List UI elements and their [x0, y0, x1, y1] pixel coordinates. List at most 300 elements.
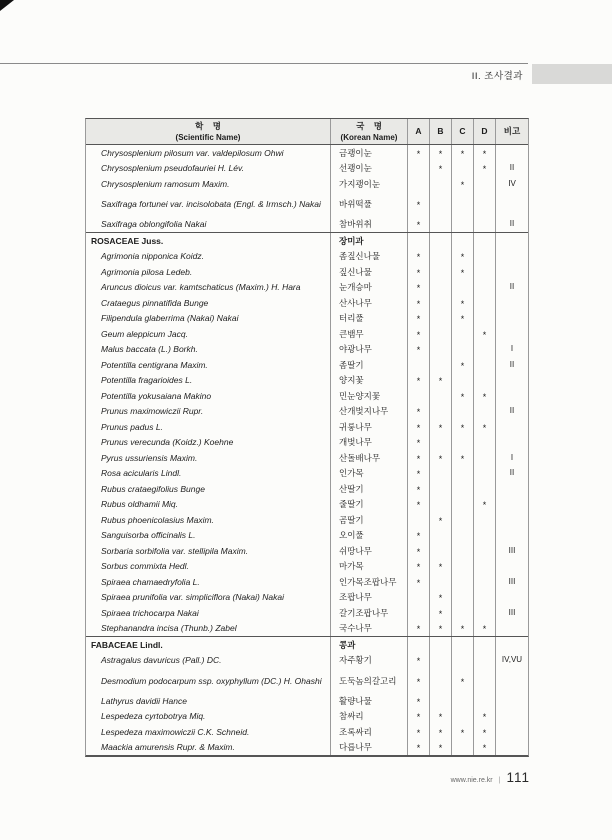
site-b-cell	[430, 724, 452, 740]
site-d-cell	[474, 161, 496, 177]
site-c-cell	[452, 668, 474, 693]
site-d-cell	[474, 176, 496, 192]
site-d-cell	[474, 590, 496, 606]
korean-name-cell: 참싸리	[331, 709, 408, 725]
presence-mark: *	[416, 298, 421, 309]
korean-name-cell: 선괭이눈	[331, 161, 408, 177]
presence-mark: *	[416, 345, 421, 356]
korean-name-cell: 짚신나물	[331, 264, 408, 280]
site-d-cell	[474, 280, 496, 296]
site-c-cell	[452, 388, 474, 404]
site-d-cell	[474, 740, 496, 756]
species-row	[86, 668, 528, 693]
scientific-name-cell: Chrysosplenium pseudofauriei H. Lév.	[86, 161, 331, 177]
site-c-cell	[452, 342, 474, 358]
site-d-cell	[474, 512, 496, 528]
header-col-a: A	[408, 119, 430, 144]
presence-mark: *	[460, 298, 465, 309]
site-b-cell	[430, 466, 452, 482]
note-cell	[496, 497, 528, 513]
korean-name-cell: 콩과	[331, 637, 408, 653]
site-b-cell	[430, 161, 452, 177]
species-row	[86, 311, 528, 327]
note-cell: II	[509, 163, 515, 173]
korean-name-cell: 눈개승마	[331, 280, 408, 296]
site-d-cell	[474, 693, 496, 709]
site-b-cell	[430, 668, 452, 693]
site-b-cell	[430, 543, 452, 559]
note-cell	[496, 145, 528, 161]
species-row	[86, 693, 528, 709]
site-a-cell	[408, 668, 430, 693]
site-b-cell	[430, 388, 452, 404]
scientific-name-cell: Agrimonia pilosa Ledeb.	[86, 264, 331, 280]
species-row	[86, 249, 528, 265]
korean-name-cell: 오이풀	[331, 528, 408, 544]
site-a-cell	[408, 419, 430, 435]
site-a-cell	[408, 326, 430, 342]
species-row	[86, 653, 528, 669]
korean-name-cell: 인가목	[331, 466, 408, 482]
presence-mark: *	[416, 283, 421, 294]
site-b-cell	[430, 192, 452, 217]
korean-name-cell: 터리풀	[331, 311, 408, 327]
site-c-cell	[452, 311, 474, 327]
species-row	[86, 357, 528, 373]
presence-mark: *	[416, 712, 421, 723]
site-d-cell	[474, 233, 496, 249]
site-a-cell	[408, 466, 430, 482]
site-b-cell	[430, 311, 452, 327]
scientific-name-cell: Prunus verecunda (Koidz.) Koehne	[86, 435, 331, 451]
site-c-cell	[452, 605, 474, 621]
note-cell	[496, 559, 528, 575]
scientific-name-cell: Spiraea chamaedryfolia L.	[86, 574, 331, 590]
scientific-name-cell: Potentilla centigrana Maxim.	[86, 357, 331, 373]
scientific-name-cell: Spiraea prunifolia var. simpliciflora (Nakai) Nakai	[86, 590, 331, 606]
site-d-cell	[474, 543, 496, 559]
presence-mark: *	[482, 391, 487, 402]
korean-name-cell: 참바위취	[331, 217, 408, 233]
site-a-cell	[408, 264, 430, 280]
scientific-name-cell: Rubus oldhamii Miq.	[86, 497, 331, 513]
presence-mark: *	[460, 314, 465, 325]
site-b-cell	[430, 342, 452, 358]
site-d-cell	[474, 559, 496, 575]
presence-mark: *	[460, 360, 465, 371]
scientific-name-cell: Potentilla yokusaiana Makino	[86, 388, 331, 404]
site-d-cell	[474, 217, 496, 233]
species-row	[86, 280, 528, 296]
site-b-cell	[430, 637, 452, 653]
scientific-name-cell: Geum aleppicum Jacq.	[86, 326, 331, 342]
presence-mark: *	[416, 148, 421, 159]
site-c-cell	[452, 435, 474, 451]
site-d-cell	[474, 450, 496, 466]
site-a-cell	[408, 373, 430, 389]
site-a-cell	[408, 590, 430, 606]
presence-mark: *	[482, 329, 487, 340]
scientific-name-cell: Rubus crataegifolius Bunge	[86, 481, 331, 497]
site-a-cell	[408, 574, 430, 590]
species-row	[86, 176, 528, 192]
site-a-cell	[408, 176, 430, 192]
presence-mark: *	[416, 407, 421, 418]
presence-mark: *	[438, 743, 443, 754]
korean-name-cell: 쉬땅나무	[331, 543, 408, 559]
presence-mark: *	[416, 500, 421, 511]
site-d-cell	[474, 373, 496, 389]
footer-url: www.nie.re.kr	[450, 777, 493, 784]
note-cell	[496, 388, 528, 404]
scientific-name-cell: Malus baccata (L.) Borkh.	[86, 342, 331, 358]
site-c-cell	[452, 559, 474, 575]
korean-name-cell: 줄딸기	[331, 497, 408, 513]
korean-name-cell: 개벚나무	[331, 435, 408, 451]
site-a-cell	[408, 357, 430, 373]
species-row	[86, 740, 528, 756]
site-b-cell	[430, 481, 452, 497]
note-cell: IV	[508, 178, 516, 188]
scientific-name-cell: Potentilla fragarioides L.	[86, 373, 331, 389]
presence-mark: *	[416, 422, 421, 433]
header-col-d: D	[474, 119, 496, 144]
note-cell	[496, 326, 528, 342]
scientific-name-cell: Maackia amurensis Rupr. & Maxim.	[86, 740, 331, 756]
site-a-cell	[408, 740, 430, 756]
table-header-row	[86, 119, 528, 145]
site-c-cell	[452, 176, 474, 192]
site-b-cell	[430, 709, 452, 725]
header-kor-english: (Korean Name)	[340, 132, 398, 142]
site-d-cell	[474, 342, 496, 358]
note-cell	[496, 419, 528, 435]
korean-name-cell: 산사나무	[331, 295, 408, 311]
site-a-cell	[408, 543, 430, 559]
site-a-cell	[408, 311, 430, 327]
korean-name-cell: 귀룽나무	[331, 419, 408, 435]
scientific-name-cell: Sanguisorba officinalis L.	[86, 528, 331, 544]
presence-mark: *	[482, 743, 487, 754]
presence-mark: *	[438, 422, 443, 433]
scientific-name-cell: Lespedeza cyrtobotrya Miq.	[86, 709, 331, 725]
site-d-cell	[474, 724, 496, 740]
site-b-cell	[430, 145, 452, 161]
presence-mark: *	[416, 531, 421, 542]
header-col-c: C	[452, 119, 474, 144]
site-d-cell	[474, 249, 496, 265]
korean-name-cell: 갈기조팝나무	[331, 605, 408, 621]
header-scientific-name	[86, 119, 331, 144]
site-b-cell	[430, 326, 452, 342]
presence-mark: *	[460, 453, 465, 464]
site-d-cell	[474, 264, 496, 280]
site-a-cell	[408, 512, 430, 528]
site-d-cell	[474, 709, 496, 725]
presence-mark: *	[416, 453, 421, 464]
species-row	[86, 326, 528, 342]
site-a-cell	[408, 637, 430, 653]
page-edge-tab	[532, 64, 612, 84]
scientific-name-cell: Sorbus commixta Hedl.	[86, 559, 331, 575]
site-c-cell	[452, 419, 474, 435]
presence-mark: *	[416, 438, 421, 449]
site-b-cell	[430, 559, 452, 575]
presence-mark: *	[460, 179, 465, 190]
presence-mark: *	[482, 727, 487, 738]
site-a-cell	[408, 161, 430, 177]
scientific-name-cell: Prunus maximowiczii Rupr.	[86, 404, 331, 420]
species-row	[86, 450, 528, 466]
scientific-name-cell: Saxifraga fortunei var. incisolobata (Engl. & Irmsch.) Nakai	[86, 192, 331, 217]
family-row	[86, 636, 528, 653]
presence-mark: *	[416, 743, 421, 754]
scientific-name-cell: Astragalus davuricus (Pall.) DC.	[86, 653, 331, 669]
note-cell: II	[509, 282, 515, 292]
page-footer	[0, 770, 530, 785]
site-c-cell	[452, 574, 474, 590]
species-row	[86, 161, 528, 177]
scientific-name-cell: Lathyrus davidii Hance	[86, 693, 331, 709]
site-d-cell	[474, 311, 496, 327]
note-cell	[496, 512, 528, 528]
site-c-cell	[452, 161, 474, 177]
site-a-cell	[408, 145, 430, 161]
site-a-cell	[408, 621, 430, 637]
note-cell	[496, 590, 528, 606]
site-b-cell	[430, 621, 452, 637]
presence-mark: *	[482, 422, 487, 433]
page-header-title: II. 조사결과	[471, 71, 523, 82]
presence-mark: *	[438, 727, 443, 738]
note-cell: IV,VU	[501, 655, 523, 665]
note-cell: I	[510, 452, 514, 462]
presence-mark: *	[416, 376, 421, 387]
site-c-cell	[452, 192, 474, 217]
site-b-cell	[430, 217, 452, 233]
site-b-cell	[430, 653, 452, 669]
note-cell	[496, 249, 528, 265]
korean-name-cell: 조록싸리	[331, 724, 408, 740]
note-cell: III	[508, 545, 516, 555]
scientific-name-cell: Chrysosplenium pilosum var. valdepilosum Ohwi	[86, 145, 331, 161]
species-row	[86, 145, 528, 161]
site-c-cell	[452, 740, 474, 756]
header-kor-korean: 국 명	[356, 120, 382, 131]
scientific-name-cell: Spiraea trichocarpa Nakai	[86, 605, 331, 621]
presence-mark: *	[416, 624, 421, 635]
header-sci-korean: 학 명	[195, 120, 221, 131]
species-row	[86, 724, 528, 740]
site-a-cell	[408, 693, 430, 709]
scientific-name-cell: Saxifraga oblongifolia Nakai	[86, 217, 331, 233]
site-b-cell	[430, 528, 452, 544]
species-row	[86, 264, 528, 280]
scientific-name-cell: Prunus padus L.	[86, 419, 331, 435]
presence-mark: *	[482, 712, 487, 723]
korean-name-cell: 민눈양지꽃	[331, 388, 408, 404]
site-d-cell	[474, 192, 496, 217]
species-row	[86, 621, 528, 637]
header-sci-english: (Scientific Name)	[175, 132, 241, 142]
note-cell: II	[509, 406, 515, 416]
site-c-cell	[452, 280, 474, 296]
site-d-cell	[474, 481, 496, 497]
scientific-name-cell: ROSACEAE Juss.	[86, 233, 331, 249]
scientific-name-cell: Chrysosplenium ramosum Maxim.	[86, 176, 331, 192]
species-row	[86, 388, 528, 404]
korean-name-cell: 활량나물	[331, 693, 408, 709]
note-cell	[496, 435, 528, 451]
presence-mark: *	[460, 727, 465, 738]
note-cell	[496, 264, 528, 280]
site-c-cell	[452, 724, 474, 740]
footer-page-number: 111	[506, 770, 530, 785]
scientific-name-cell: FABACEAE Lindl.	[86, 637, 331, 653]
korean-name-cell: 가지괭이눈	[331, 176, 408, 192]
site-b-cell	[430, 404, 452, 420]
presence-mark: *	[460, 267, 465, 278]
site-a-cell	[408, 709, 430, 725]
presence-mark: *	[460, 676, 465, 687]
presence-mark: *	[438, 453, 443, 464]
note-cell	[496, 528, 528, 544]
site-a-cell	[408, 559, 430, 575]
note-cell	[496, 295, 528, 311]
note-cell: III	[508, 576, 516, 586]
note-cell	[496, 724, 528, 740]
site-b-cell	[430, 419, 452, 435]
species-row	[86, 543, 528, 559]
presence-mark: *	[460, 422, 465, 433]
species-row	[86, 435, 528, 451]
site-c-cell	[452, 233, 474, 249]
site-d-cell	[474, 497, 496, 513]
site-d-cell	[474, 528, 496, 544]
presence-mark: *	[416, 656, 421, 667]
korean-name-cell: 산딸기	[331, 481, 408, 497]
site-b-cell	[430, 450, 452, 466]
presence-mark: *	[438, 608, 443, 619]
note-cell	[496, 637, 528, 653]
site-a-cell	[408, 404, 430, 420]
site-a-cell	[408, 435, 430, 451]
site-c-cell	[452, 404, 474, 420]
note-cell	[496, 192, 528, 217]
site-a-cell	[408, 450, 430, 466]
site-b-cell	[430, 264, 452, 280]
species-row	[86, 528, 528, 544]
site-a-cell	[408, 724, 430, 740]
korean-name-cell: 산돌배나무	[331, 450, 408, 466]
presence-mark: *	[416, 484, 421, 495]
scientific-name-cell: Stephanandra incisa (Thunb.) Zabel	[86, 621, 331, 637]
header-note: 비고	[503, 126, 521, 136]
scientific-name-cell: Agrimonia nipponica Koidz.	[86, 249, 331, 265]
korean-name-cell: 바위떡풀	[331, 192, 408, 217]
presence-mark: *	[416, 727, 421, 738]
note-cell	[496, 481, 528, 497]
site-b-cell	[430, 280, 452, 296]
species-row	[86, 512, 528, 528]
scientific-name-cell: Crataegus pinnatifida Bunge	[86, 295, 331, 311]
korean-name-cell: 좀짚신나물	[331, 249, 408, 265]
species-row	[86, 590, 528, 606]
presence-mark: *	[438, 624, 443, 635]
korean-name-cell: 큰뱀무	[331, 326, 408, 342]
korean-name-cell: 조팝나무	[331, 590, 408, 606]
site-b-cell	[430, 233, 452, 249]
site-d-cell	[474, 145, 496, 161]
note-cell	[496, 311, 528, 327]
scientific-name-cell: Sorbaria sorbifolia var. stellipila Maxim.	[86, 543, 331, 559]
site-c-cell	[452, 295, 474, 311]
scientific-name-cell: Rubus phoenicolasius Maxim.	[86, 512, 331, 528]
scientific-name-cell: Rosa acicularis Lindl.	[86, 466, 331, 482]
scan-corner-artifact	[0, 0, 14, 11]
presence-mark: *	[460, 252, 465, 263]
species-row	[86, 404, 528, 420]
korean-name-cell: 자주황기	[331, 653, 408, 669]
presence-mark: *	[482, 500, 487, 511]
site-b-cell	[430, 357, 452, 373]
site-c-cell	[452, 357, 474, 373]
site-a-cell	[408, 342, 430, 358]
site-d-cell	[474, 357, 496, 373]
scientific-name-cell: Pyrus ussuriensis Maxim.	[86, 450, 331, 466]
species-row	[86, 466, 528, 482]
site-d-cell	[474, 621, 496, 637]
site-d-cell	[474, 653, 496, 669]
korean-name-cell: 국수나무	[331, 621, 408, 637]
korean-name-cell: 산개벚지나무	[331, 404, 408, 420]
site-c-cell	[452, 693, 474, 709]
species-row	[86, 559, 528, 575]
note-cell: I	[510, 344, 514, 354]
site-a-cell	[408, 388, 430, 404]
scientific-name-cell: Filipendula glaberrima (Nakai) Nakai	[86, 311, 331, 327]
site-c-cell	[452, 709, 474, 725]
site-b-cell	[430, 176, 452, 192]
presence-mark: *	[460, 624, 465, 635]
korean-name-cell: 곰딸기	[331, 512, 408, 528]
site-a-cell	[408, 233, 430, 249]
site-b-cell	[430, 373, 452, 389]
presence-mark: *	[438, 515, 443, 526]
site-c-cell	[452, 145, 474, 161]
site-c-cell	[452, 590, 474, 606]
site-c-cell	[452, 621, 474, 637]
presence-mark: *	[438, 148, 443, 159]
site-a-cell	[408, 295, 430, 311]
table-body	[86, 145, 528, 755]
presence-mark: *	[416, 676, 421, 687]
note-cell	[496, 233, 528, 249]
site-c-cell	[452, 450, 474, 466]
site-a-cell	[408, 605, 430, 621]
presence-mark: *	[482, 148, 487, 159]
site-d-cell	[474, 574, 496, 590]
presence-mark: *	[438, 164, 443, 175]
note-cell	[496, 668, 528, 693]
header-col-b: B	[430, 119, 452, 144]
presence-mark: *	[438, 376, 443, 387]
note-cell	[496, 621, 528, 637]
presence-mark: *	[416, 200, 421, 210]
species-row	[86, 709, 528, 725]
note-cell: II	[509, 468, 515, 478]
scientific-name-cell: Lespedeza maximowiczii C.K. Schneid.	[86, 724, 331, 740]
